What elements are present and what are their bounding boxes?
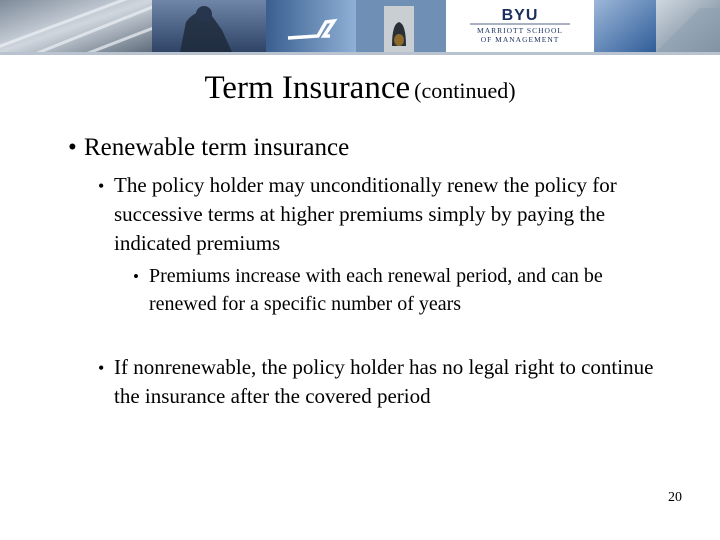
- slide-title: [0, 70, 720, 107]
- banner-rule: [0, 52, 720, 55]
- bullet-level2-nonrenewable: [98, 353, 674, 411]
- bullet-marker: •: [98, 358, 105, 378]
- title-sub: (continued): [414, 78, 516, 103]
- streak-photo: [0, 0, 152, 52]
- y-monogram-panel: [266, 0, 356, 52]
- bullet-level1: [68, 131, 350, 165]
- bullet-marker: •: [133, 267, 139, 286]
- logo-byu: BYU: [501, 7, 539, 24]
- header-banner: [0, 0, 720, 52]
- banner-graphic: [0, 0, 720, 52]
- bullet-text: If nonrenewable, the policy holder has no legal right to continue the insurance after the covered period: [114, 355, 654, 408]
- bullet-marker: •: [68, 134, 77, 161]
- bullet-text: Premiums increase with each renewal period, and can be renewed for a specific number of years: [149, 265, 603, 315]
- page-number: 20: [668, 490, 682, 505]
- title-main: Term Insurance: [204, 70, 411, 106]
- bullet-text: Renewable term insurance: [84, 134, 350, 161]
- bullet-level3-premiums: [133, 262, 629, 318]
- logo-line1: MARRIOTT SCHOOL: [477, 26, 563, 35]
- sky-photo: [594, 0, 656, 52]
- logo-line2: OF MANAGEMENT: [480, 35, 560, 44]
- bullet-marker: •: [98, 176, 105, 196]
- bullet-level2-renew: [98, 171, 634, 258]
- bullet-text: The policy holder may unconditionally renew the policy for successive terms at higher premiums simply by paying the indicated premiums: [114, 173, 617, 255]
